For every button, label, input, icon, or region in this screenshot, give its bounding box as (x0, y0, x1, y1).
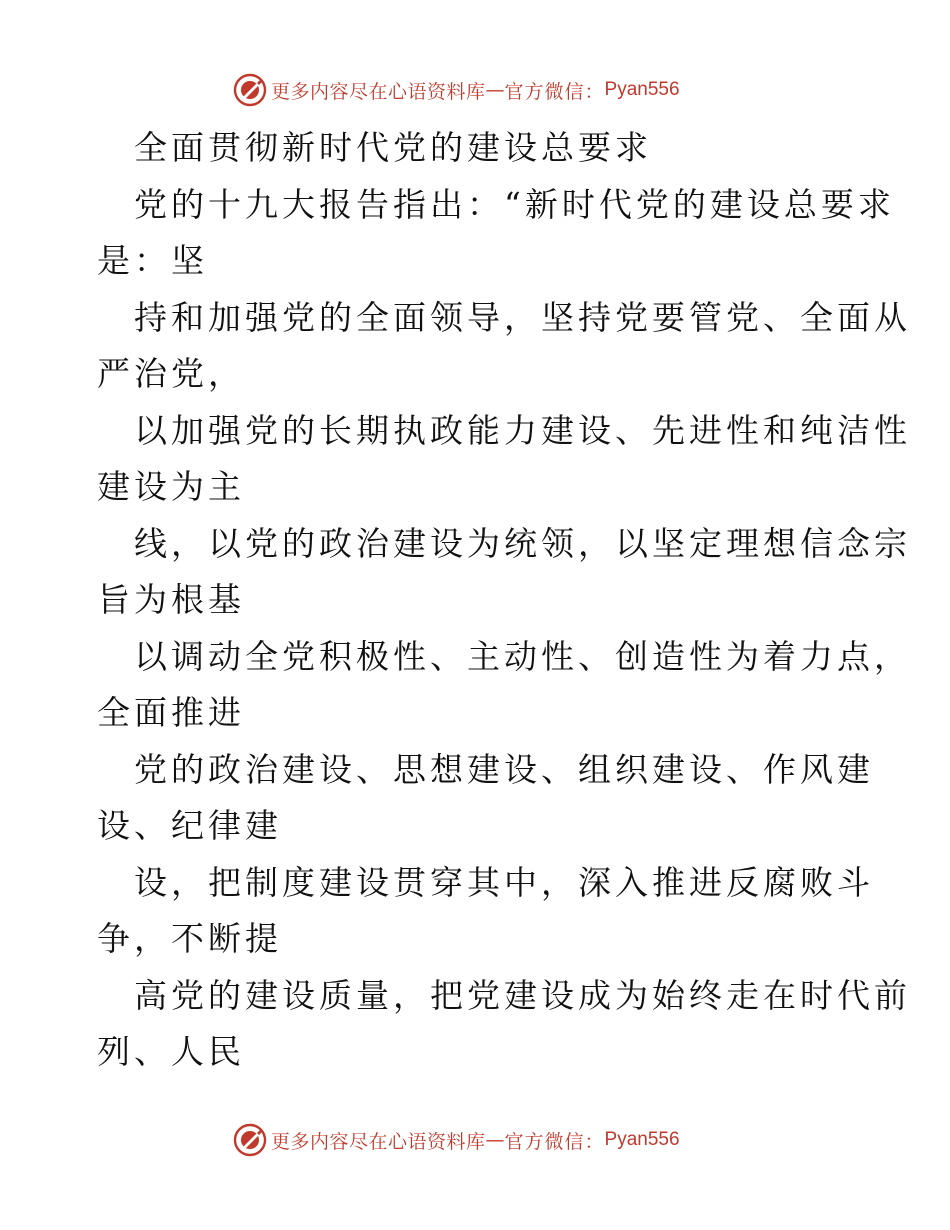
watermark-brand: 更多内容尽在心语资料库 (271, 1130, 486, 1153)
document-line: 党的政治建设、思想建设、组织建设、作风建 (134, 749, 874, 789)
document-line: 以调动全党积极性、主动性、创造性为着力点， (134, 636, 911, 676)
document-line: 党的十九大报告指出：“新时代党的建设总要求 (134, 184, 895, 224)
document-line: 列、人民 (97, 1032, 245, 1071)
document-line: 全面贯彻新时代党的建设总要求 (134, 128, 652, 167)
document-line: 设，把制度建设贯穿其中，深入推进反腐败斗 (134, 862, 874, 902)
footer-watermark (233, 1122, 680, 1158)
document-line: 是：坚 (97, 241, 208, 280)
document-line: 设、纪律建 (97, 806, 282, 845)
watermark-official-label: 官方微信： (504, 1130, 605, 1153)
document-line: 高党的建设质量，把党建设成为始终走在时代前 (134, 975, 911, 1015)
document-line: 全面推进 (97, 693, 245, 732)
watermark-official-label: 官方微信： (504, 80, 605, 103)
pen-logo-icon (233, 1123, 267, 1157)
pen-logo-icon (233, 73, 267, 107)
watermark-brand: 更多内容尽在心语资料库 (271, 80, 486, 103)
document-body (97, 120, 911, 1081)
document-line: 以加强党的长期执政能力建设、先进性和纯洁性 (134, 410, 911, 450)
document-line: 旨为根基 (97, 580, 245, 619)
document-line: 建设为主 (97, 467, 245, 506)
document-line: 持和加强党的全面领导，坚持党要管党、全面从 (134, 297, 911, 337)
document-line: 严治党， (97, 354, 245, 393)
document-line: 争，不断提 (97, 919, 282, 958)
watermark-separator: — (485, 1129, 505, 1151)
watermark-separator: — (485, 79, 505, 101)
watermark-wechat-id: Pyan556 (604, 1129, 680, 1150)
watermark-wechat-id: Pyan556 (604, 79, 680, 100)
header-watermark (233, 72, 680, 108)
document-line: 线，以党的政治建设为统领，以坚定理想信念宗 (134, 523, 911, 563)
